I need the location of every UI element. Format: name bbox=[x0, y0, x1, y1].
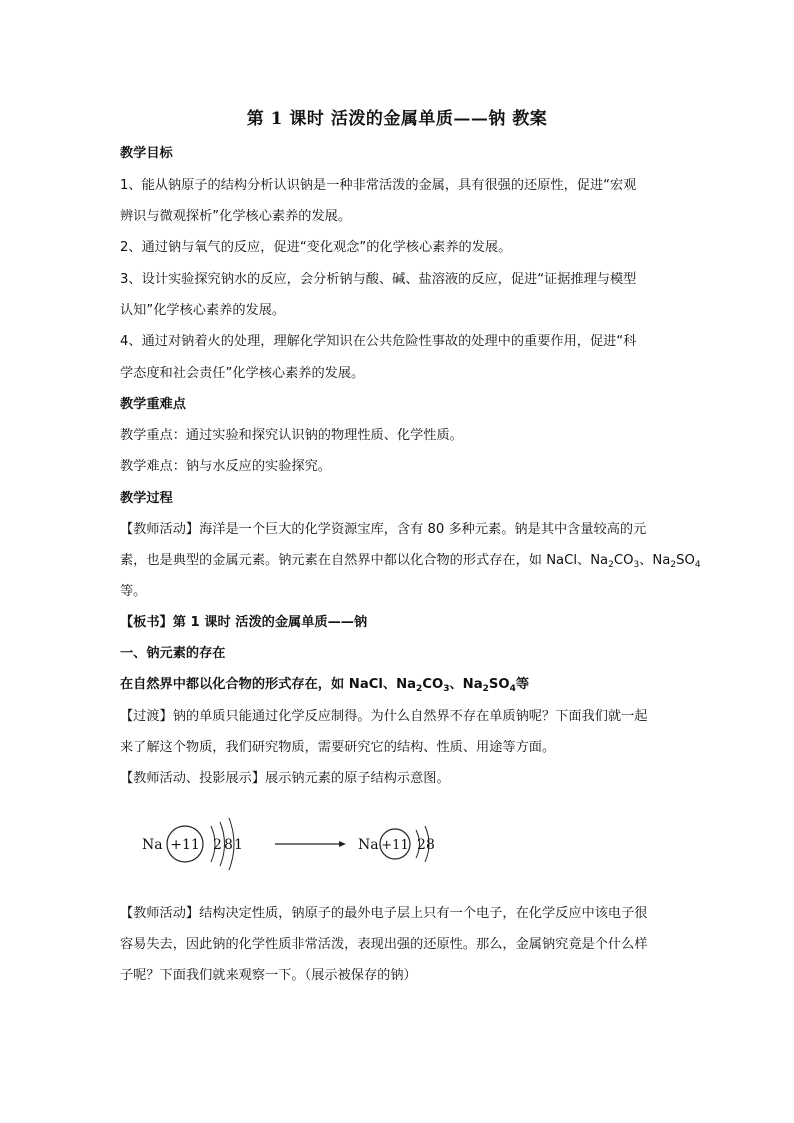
teacher-activity-2-line-2: 容易失去，因此钠的化学性质非常活泼，表现出强的还原性。那么，金属钠究竟是个什么样 bbox=[120, 937, 648, 952]
ion-shell-2-count: 8 bbox=[426, 837, 435, 853]
act1-text-b: CO bbox=[613, 553, 634, 568]
goal-3-line-2: 认知”化学核心素养的发展。 bbox=[120, 303, 286, 318]
board-note: 【板书】第 1 课时 活泼的金属单质——钠 bbox=[120, 615, 368, 630]
existence-line bbox=[120, 675, 680, 695]
key-point: 教学重点：通过实验和探究认识钠的物理性质、化学性质。 bbox=[120, 428, 463, 443]
projection-line: 【教师活动、投影展示】展示钠元素的原子结构示意图。 bbox=[120, 771, 450, 786]
shell-3-count: 1 bbox=[234, 837, 243, 853]
ion-shell-1-count: 2 bbox=[417, 837, 426, 853]
exist-text-a: 在自然界中都以化合物的形式存在，如 NaCl、Na bbox=[120, 677, 417, 692]
exist-sub-2a: 2 bbox=[416, 684, 423, 694]
difficult-point: 教学难点：钠与水反应的实验探究。 bbox=[120, 459, 331, 474]
goal-4-line-1: 4、通过对钠着火的处理，理解化学知识在公共危险性事故的处理中的重要作用，促进“科 bbox=[120, 334, 637, 349]
nucleus-charge: +11 bbox=[170, 837, 200, 853]
teacher-activity-1-line-1: 【教师活动】海洋是一个巨大的化学资源宝库，含有 80 多种元素。钠是其中含量较高的元 bbox=[120, 522, 647, 537]
key-heading: 教学重难点 bbox=[120, 397, 186, 412]
ion-symbol: Na bbox=[358, 837, 379, 853]
page-title: 第 1 课时 活泼的金属单质——钠 教案 bbox=[246, 109, 548, 129]
transition-line-1: 【过渡】钠的单质只能通过化学反应制得。为什么自然界不存在单质钠呢？下面我们就一起 bbox=[120, 709, 648, 724]
reaction-arrow-head bbox=[339, 841, 346, 847]
goal-1-line-2: 辨识与微观探析”化学核心素养的发展。 bbox=[120, 209, 352, 224]
teacher-activity-2-line-3: 子呢？下面我们就来观察一下。（展示被保存的钠） bbox=[120, 968, 417, 983]
goals-heading: 教学目标 bbox=[120, 146, 173, 161]
transition-line-2: 来了解这个物质，我们研究物质，需要研究它的结构、性质、用途等方面。 bbox=[120, 740, 556, 755]
section-1-heading: 一、钠元素的存在 bbox=[120, 646, 226, 661]
act1-text-c: 、Na bbox=[639, 553, 671, 568]
goal-2: 2、通过钠与氧气的反应，促进“变化观念”的化学核心素养的发展。 bbox=[120, 240, 512, 255]
ion-charge: +11 bbox=[381, 838, 409, 853]
atom-symbol: Na bbox=[142, 837, 163, 853]
exist-sub-2b: 2 bbox=[482, 684, 489, 694]
teacher-activity-1-line-2 bbox=[120, 551, 701, 571]
exist-text-e: 等 bbox=[515, 677, 530, 692]
act1-sub-2b: 2 bbox=[670, 560, 677, 570]
act1-sub-4: 4 bbox=[694, 560, 701, 570]
exist-text-c: 、Na bbox=[449, 677, 483, 692]
shell-2-count: 8 bbox=[224, 837, 233, 853]
shell-1-count: 2 bbox=[213, 837, 222, 853]
goal-1-line-1: 1、能从钠原子的结构分析认识钠是一种非常活泼的金属，具有很强的还原性，促进“宏观 bbox=[120, 178, 637, 193]
sodium-atom-structure-diagram bbox=[140, 812, 440, 876]
act1-text-d: SO bbox=[676, 553, 695, 568]
exist-sub-3: 3 bbox=[443, 684, 450, 694]
act1-sub-2a: 2 bbox=[608, 560, 614, 570]
process-heading: 教学过程 bbox=[120, 491, 173, 506]
goal-4-line-2: 学态度和社会责任”化学核心素养的发展。 bbox=[120, 366, 365, 381]
act1-text-a: 素，也是典型的金属元素。钠元素在自然界中都以化合物的形式存在，如 NaCl、Na bbox=[120, 553, 609, 568]
teacher-activity-1-line-3: 等。 bbox=[120, 584, 147, 599]
act1-sub-3: 3 bbox=[633, 560, 640, 570]
exist-text-b: CO bbox=[422, 677, 444, 692]
teacher-activity-2-line-1: 【教师活动】结构决定性质，钠原子的最外电子层上只有一个电子，在化学反应中该电子很 bbox=[120, 906, 648, 921]
goal-3-line-1: 3、设计实验探究钠水的反应，会分析钠与酸、碱、盐溶液的反应，促进“证据推理与模型 bbox=[120, 272, 637, 287]
exist-text-d: SO bbox=[488, 677, 510, 692]
exist-sub-4: 4 bbox=[509, 684, 516, 694]
